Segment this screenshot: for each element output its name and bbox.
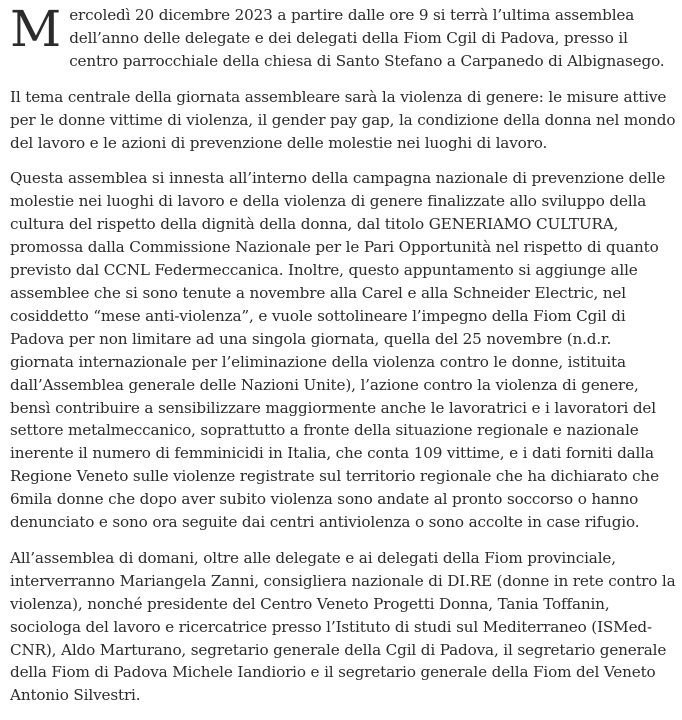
paragraph-1-text: ercoledì 20 dicembre 2023 a partire dalle ore 9 si terrà l’ultima assemblea dell’anno delle delegate e dei delegati della Fiom Cgil di Padova, presso il centro parrocchiale della chiesa di Santo Stefano a Carpanedo di Albignasego. [69,6,665,70]
drop-cap-letter: M [10,0,62,58]
article-paragraph-1 [10,0,678,73]
article-paragraph-2: Il tema centrale della giornata assembleare sarà la violenza di genere: le misure attive per le donne vittime di violenza, il gender pay gap, la condizione della donna nel mondo del lavoro e le azioni di prevenzione delle molestie nei luoghi di lavoro. [10,87,676,152]
article-body [10,0,678,720]
article-paragraph-4: All’assemblea di domani, oltre alle delegate e ai delegati della Fiom provinciale, interverranno Mariangela Zanni, consigliera nazionale di DI.RE (donne in rete contro la violenza), nonché presidente del Centro Veneto Progetti Donna, Tania Toffanin, sociologa del lavoro e ricercatrice presso l’Istituto di studi sul Mediterraneo (ISMed-CNR), Aldo Marturano, segretario generale della Cgil di Padova, il segretario generale della Fiom di Padova Michele Iandiorio e il segretario generale della Fiom del Veneto Antonio Silvestri. [10,548,676,705]
article-paragraph-3: Questa assemblea si innesta all’interno della campagna nazionale di prevenzione delle molestie nei luoghi di lavoro e della violenza di genere finalizzate allo sviluppo della cultura del rispetto della dignità della donna, dal titolo GENERIAMO CULTURA, promossa dalla Commissione Nazionale per le Pari Opportunità nel rispetto di quanto previsto dal CCNL Federmeccanica. Inoltre, questo appuntamento si aggiunge alle assemblee che si sono tenute a novembre alla Carel e alla Schneider Electric, nel cosiddetto “mese anti-violenza”, e vuole sottolineare l’impegno della Fiom Cgil di Padova per non limitare ad una singola giornata, quella del 25 novembre (n.d.r. giornata internazionale per l’eliminazione della violenza contro le donne, istituita dall’Assemblea generale delle Nazioni Unite), l’azione contro la violenza di genere, bensì contribuire a sensibilizzare maggiormente anche le lavoratrici e i lavoratori del settore metalmeccanico, soprattutto a fronte della situazione regionale e nazionale inerente il numero di femminicidi in Italia, che conta 109 vittime, e i dati forniti dalla Regione Veneto sulle violenze registrate sul territorio regionale che ha dichiarato che 6mila donne che dopo aver subito violenza sono andate al pronto soccorso o hanno denunciato e sono ora seguite dai centri antiviolenza o sono accolte in case rifugio. [10,169,666,532]
